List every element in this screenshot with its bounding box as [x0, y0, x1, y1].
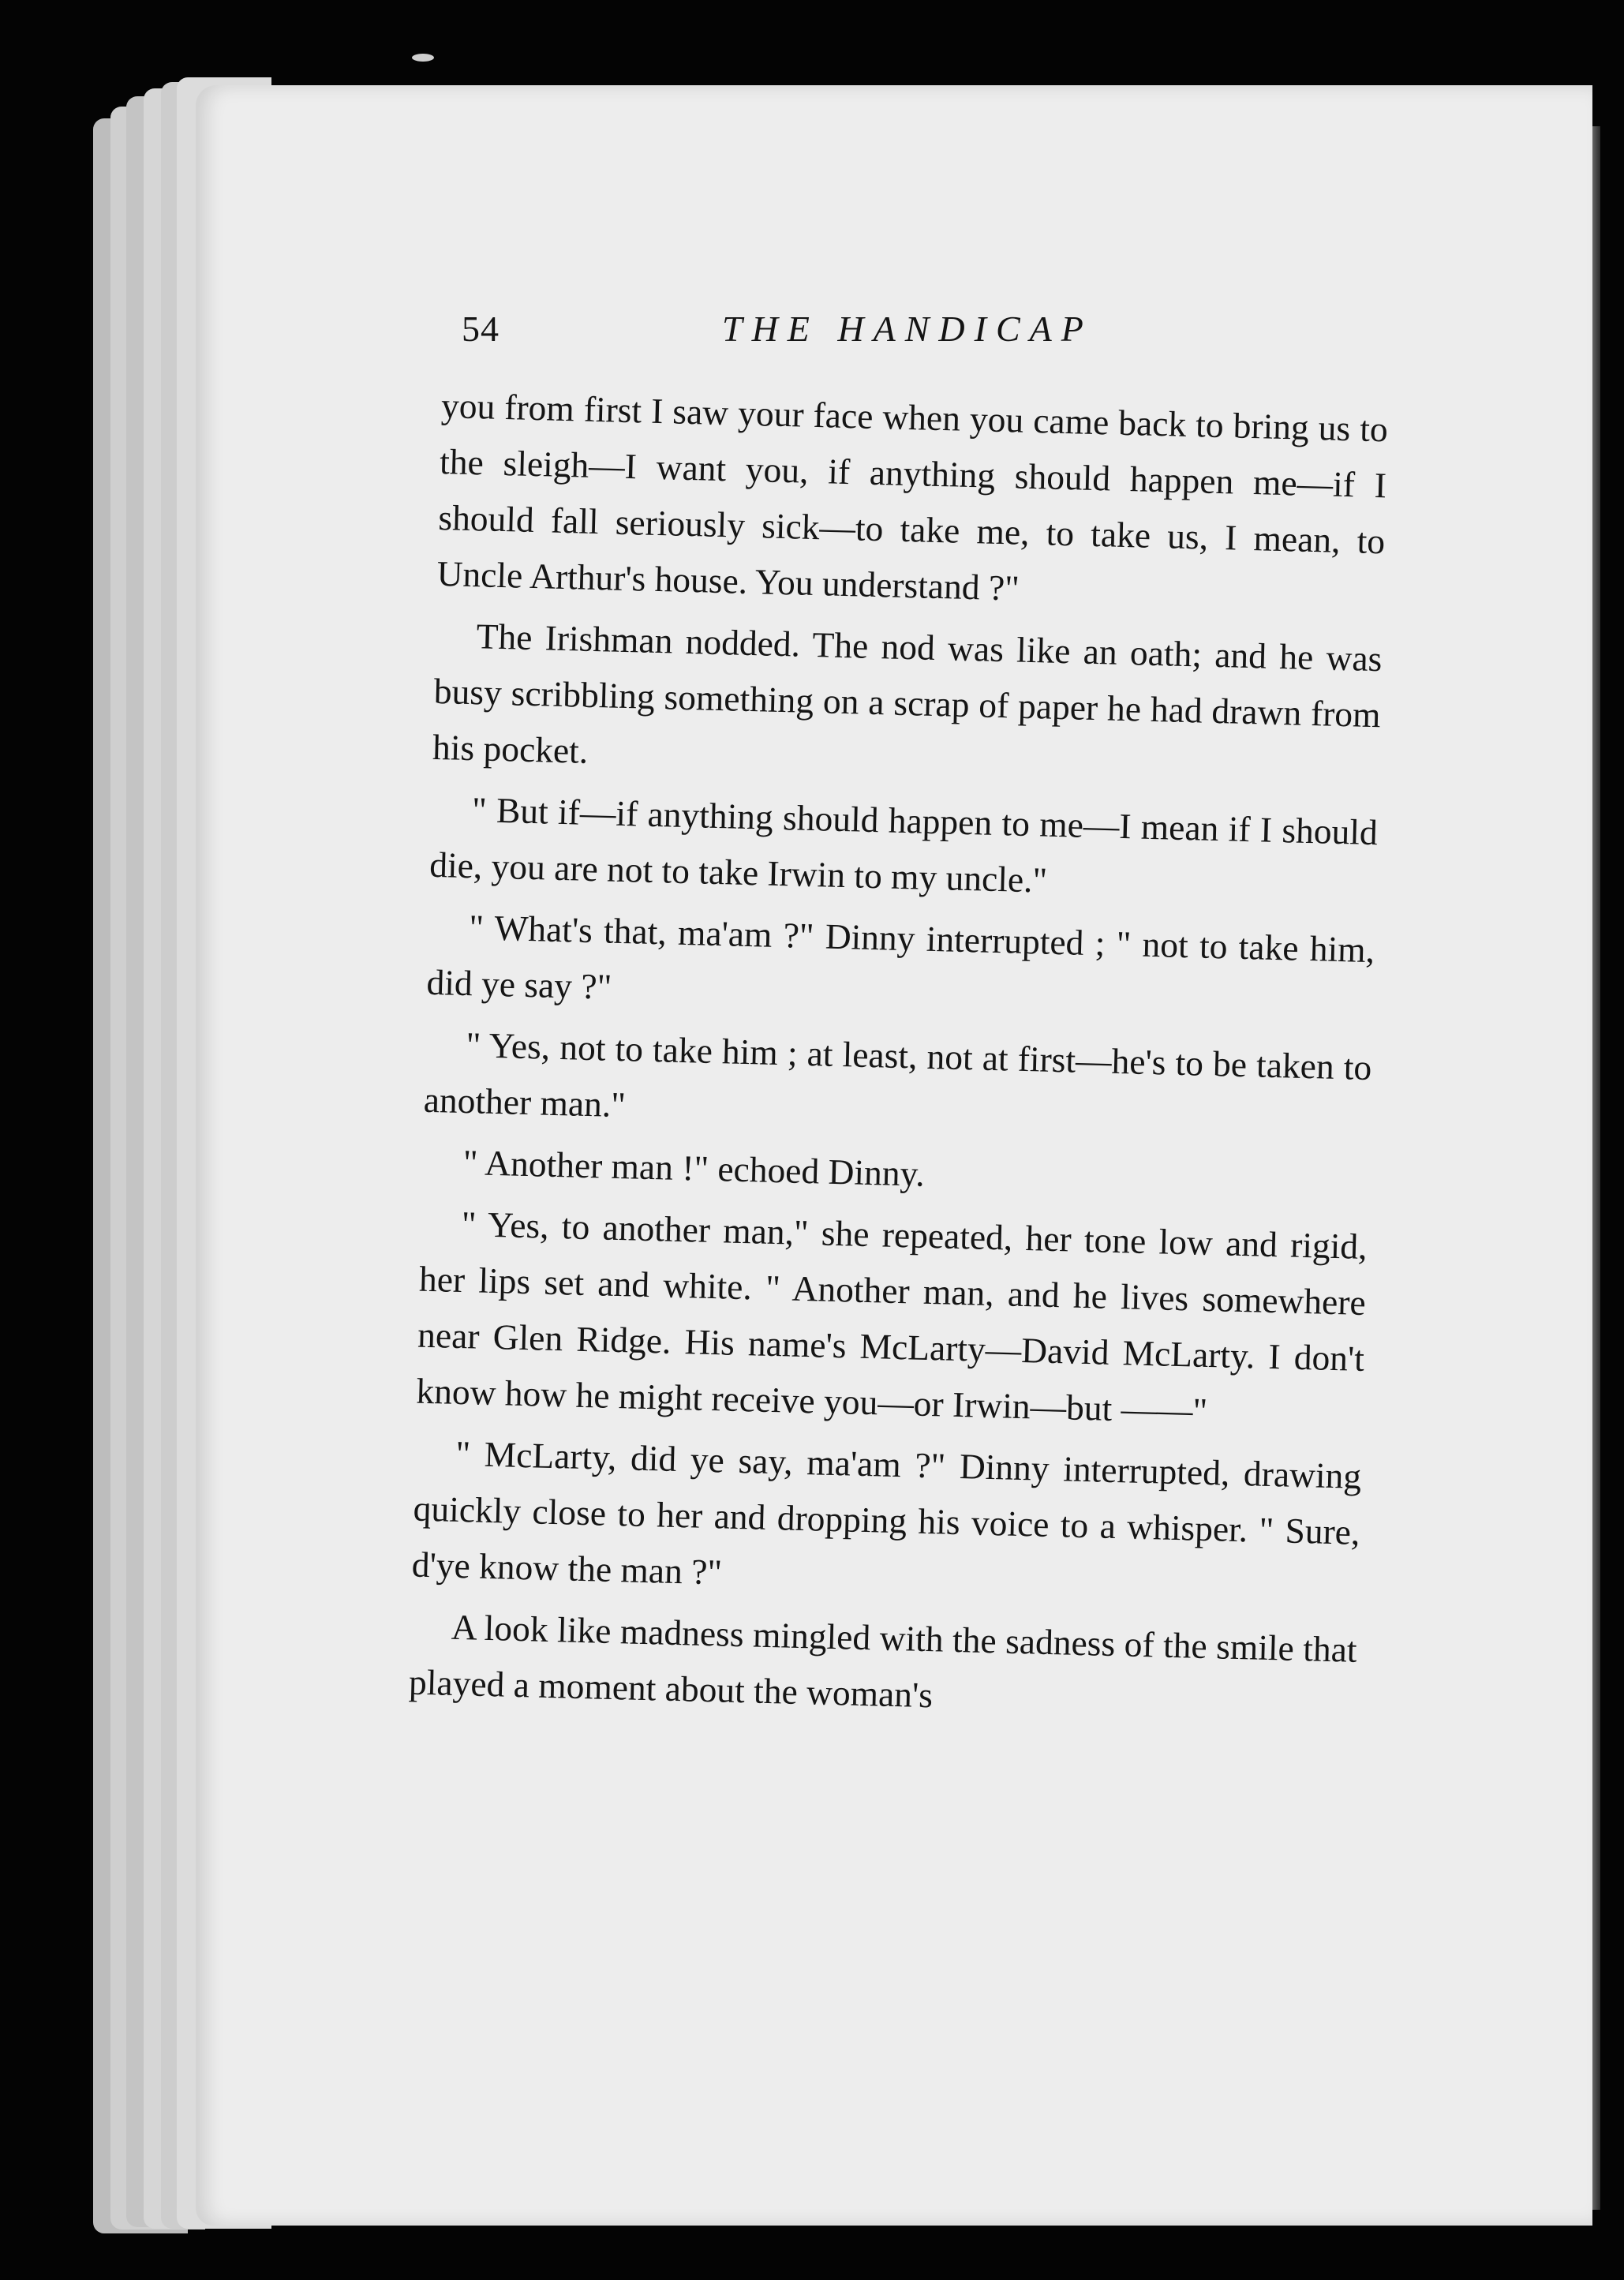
paragraph: " McLarty, did ye say, ma'am ?" Dinny interrupted, drawing quickly close to her and dropping his voice to a whisper. " Sure, d'ye know the man ?": [411, 1432, 1362, 1593]
dust-speck: [412, 54, 434, 62]
paragraph: " Yes, to another man," she repeated, her tone low and rigid, her lips set and white. " Another man, and he lives somewhere near Glen Ridge. His name's McLarty—David McLarty. I don't know how he might receive you—or Irwin—but ——": [415, 1203, 1368, 1431]
paragraph: " Yes, not to take him ; at least, not at first—he's to be taken to another man.": [423, 1024, 1372, 1125]
paragraph: The Irishman nodded. The nod was like an oath; and he was busy scribbling something on a scrap of paper he had drawn from his pocket.: [432, 616, 1383, 771]
running-head: [462, 308, 1393, 355]
book-title: THE HANDICAP: [722, 309, 1093, 349]
body-text: [408, 377, 1389, 1739]
paragraph: " But if—if anything should happen to me—I mean if I should die, you are not to take Irwin to my uncle.": [428, 789, 1379, 900]
page-number: 54: [462, 309, 500, 349]
paragraph: A look like madness mingled with the sadness of the smile that played a moment about the woman's: [408, 1606, 1358, 1716]
paragraph: you from first I saw your face when you came back to bring us to the sleigh—I want you, if anything should happen me—if I should fall seriously sick—to take me, to take us, I mean, to Uncle Arthur's house. You understand ?": [436, 384, 1389, 608]
paragraph: " What's that, ma'am ?" Dinny interrupted ; " not to take him, did ye say ?": [425, 907, 1375, 1007]
paragraph: " Another man !" echoed Dinny.: [462, 1142, 926, 1194]
